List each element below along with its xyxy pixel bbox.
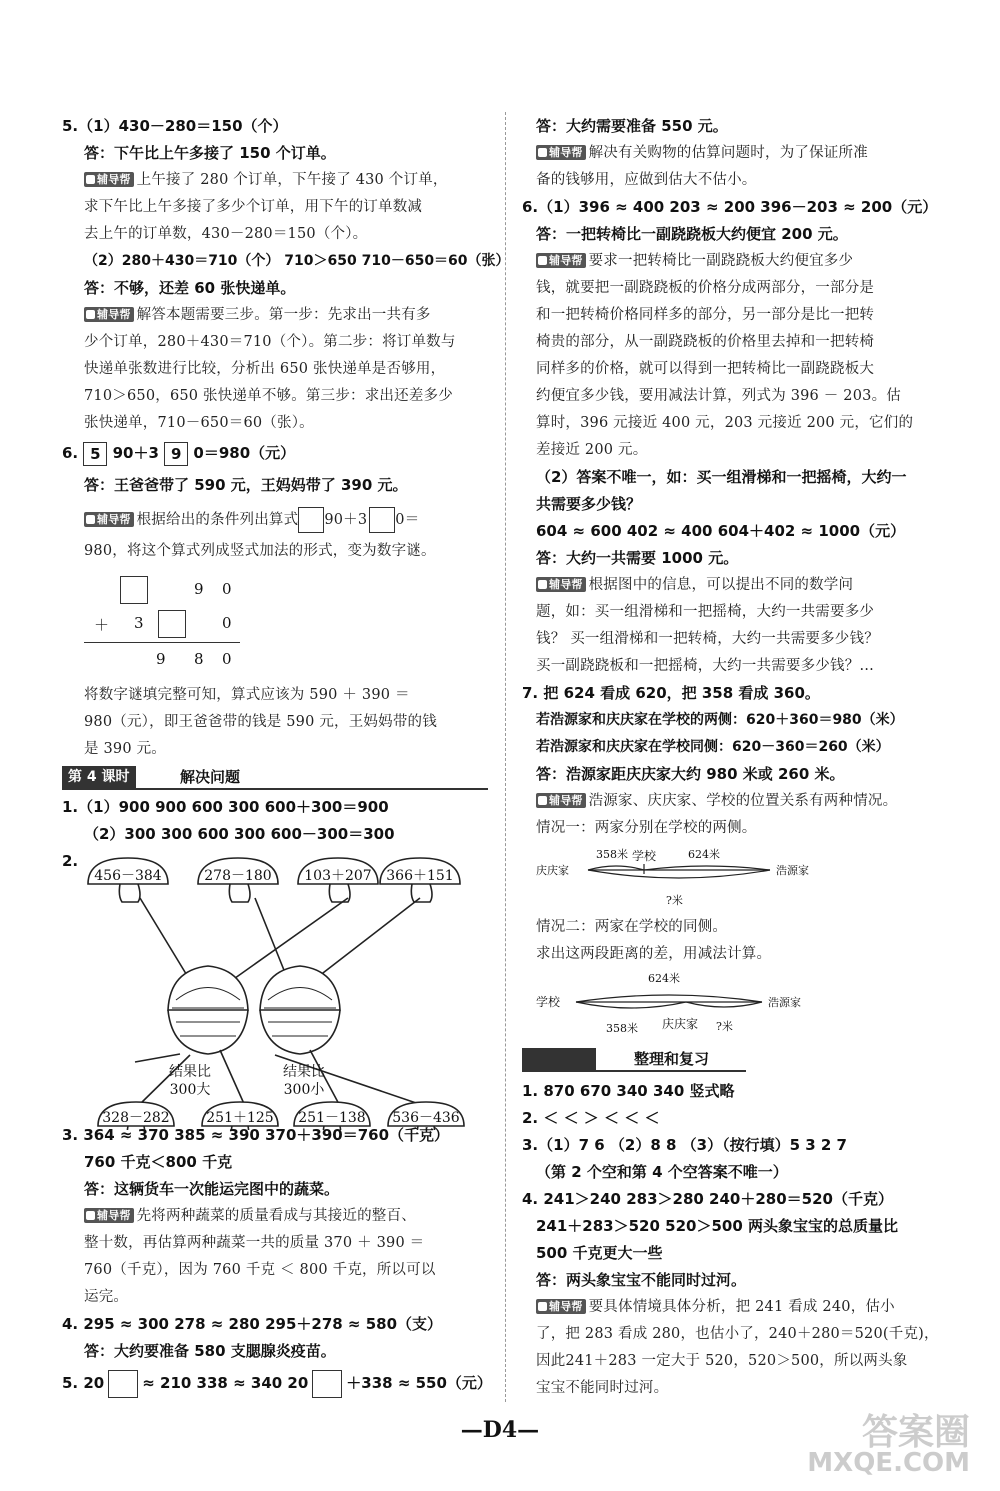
hint-tag: 辅导帮 xyxy=(536,1299,586,1314)
r6-hint4: 椅贵的部分，从一副跷跷板的价格里去掉和一把转椅 xyxy=(536,334,875,350)
r7-line2: 若浩源家和庆庆家在学校的两侧：620＋360＝980（米） xyxy=(536,712,904,728)
review-line5: 4. 241＞240 283＞280 240＋280＝520（千克） xyxy=(522,1190,893,1208)
q5-hint5: 少个订单，280＋430＝710（个）。第二步：将订单数与 xyxy=(84,334,456,350)
s4q5-line: 5. 20 ≈ 210 338 ≈ 340 20 ＋338 ≈ 550（元） xyxy=(62,1369,492,1398)
s4q4-line1: 4. 295 ≈ 300 278 ≈ 280 295＋278 ≈ 580（支） xyxy=(62,1315,443,1333)
hint-icon xyxy=(538,580,547,589)
q5-line2: （2）280＋430＝710（个） 710＞650 710－650＝60（张） xyxy=(84,253,510,269)
label-school: 学校 xyxy=(536,995,561,1009)
q5-answer1: 答：下午比上午多接了 150 个订单。 xyxy=(84,144,336,162)
r7-hint3: 情况二：两家在学校的同侧。 xyxy=(536,919,728,935)
hint-tag: 辅导帮 xyxy=(84,307,134,322)
r6-hint9: 辅导帮 根据图中的信息，可以提出不同的数学问 xyxy=(536,574,853,596)
s4q1-line1: 1.（1）900 900 600 300 600＋300＝900 xyxy=(62,798,389,816)
q6-hint5: 是 390 元。 xyxy=(84,741,166,757)
q6-hint4: 980（元），即王爸爸带的钱是 590 元，王妈妈带的钱 xyxy=(84,714,437,730)
digit-box: 5 xyxy=(83,442,107,466)
digit: 8 xyxy=(194,650,204,668)
review-line3: 3.（1）7 6 （2）8 8 （3）（按行填）5 3 2 7 xyxy=(522,1136,847,1154)
digit: 9 xyxy=(194,580,204,598)
r6-line3: （2）答案不唯一，如：买一组滑梯和一把摇椅，大约一 xyxy=(536,468,907,486)
q6-hint3: 将数字谜填完整可知，算式应该为 590 ＋ 390 ＝ xyxy=(84,687,410,703)
r5-hint2: 备的钱够用，应做到估大不估小。 xyxy=(536,172,757,188)
review-answer: 答：两头象宝宝不能同时过河。 xyxy=(536,1271,747,1289)
basket2-label-1: 结果比 xyxy=(283,1064,325,1080)
basket1-label-2: 300大 xyxy=(169,1082,211,1098)
q5-answer2: 答：不够，还差 60 张快递单。 xyxy=(84,279,296,297)
mushroom-top-3: 103＋207 xyxy=(304,868,372,884)
blank-box xyxy=(312,1370,342,1398)
distance-diagram-both-sides xyxy=(536,842,836,910)
hint-tag: 辅导帮 xyxy=(84,172,134,187)
digit: 0 xyxy=(222,614,232,632)
q5-line1: 5.（1）430－280＝150（个） xyxy=(62,117,288,135)
hint-icon xyxy=(86,175,95,184)
label-school: 学校 xyxy=(632,849,657,863)
review-line7: 500 千克更大一些 xyxy=(536,1244,663,1262)
section-header-review xyxy=(522,1048,746,1072)
s4q3-hint4: 运完。 xyxy=(84,1289,129,1305)
q5-hint6: 快递单张数进行比较，分析出 650 张快递单是否够用， xyxy=(84,361,446,377)
s4q1-line2: （2）300 300 600 300 600－300＝300 xyxy=(84,825,395,843)
blank-box xyxy=(120,576,148,604)
hint-tag: 辅导帮 xyxy=(84,1208,134,1223)
mushroom-top-4: 366＋151 xyxy=(386,868,454,884)
review-hint1: 辅导帮 要具体情境具体分析，把 241 看成 240，估小 xyxy=(536,1296,895,1318)
r6-line1: 6.（1）396 ≈ 400 203 ≈ 200 396－203 ≈ 200（元） xyxy=(522,198,938,216)
mushroom-matching-diagram xyxy=(80,850,490,1130)
column-divider xyxy=(505,112,506,1402)
r6-hint2: 钱，就要把一副跷跷板的价格分成两部分，一部分是 xyxy=(536,280,875,296)
r6-hint11: 钱？ 买一组滑梯和一把转椅，大约一共需要多少钱？ xyxy=(536,631,879,647)
label-haoyuan-home: 浩源家 xyxy=(776,864,809,877)
q5-hint3: 去上午的订单数，430－280＝150（个）。 xyxy=(84,226,368,242)
r7-hint1: 辅导帮 浩源家、庆庆家、学校的位置关系有两种情况。 xyxy=(536,790,897,812)
r6-hint8: 差接近 200 元。 xyxy=(536,442,648,458)
digit-box: 9 xyxy=(164,442,188,466)
label-qingqing-home: 庆庆家 xyxy=(536,864,569,877)
hint-icon xyxy=(538,256,547,265)
mushroom-top-2: 278－180 xyxy=(204,868,272,884)
hint-tag: 辅导帮 xyxy=(536,793,586,808)
section-label: 第 4 课时 xyxy=(62,766,136,788)
s4q3-line2: 760 千克＜800 千克 xyxy=(84,1153,233,1171)
r6-hint12: 买一副跷跷板和一把摇椅，大约一共需要多少钱？… xyxy=(536,658,875,674)
distance-diagram-same-side xyxy=(536,968,836,1038)
r6-hint5: 同样多的价格，就可以得到一把转椅比一副跷跷板大 xyxy=(536,361,875,377)
review-line6: 241＋283＞520 520＞500 两头象宝宝的总质量比 xyxy=(536,1217,899,1235)
q5-hint2: 求下午比上午多接了多少个订单，用下午的订单数减 xyxy=(84,199,423,215)
basket1-label-1: 结果比 xyxy=(169,1064,211,1080)
blank-box xyxy=(298,507,324,533)
mushroom-bottom-3: 251－138 xyxy=(298,1110,366,1126)
hint-icon xyxy=(86,1211,95,1220)
label-624m: 624米 xyxy=(648,972,680,985)
blank-box xyxy=(158,610,186,638)
mushroom-bottom-1: 328－282 xyxy=(102,1110,170,1126)
sum-line xyxy=(84,642,240,643)
section-label-block xyxy=(522,1048,596,1070)
review-hint2: 了，把 283 看成 280，也估小了，240＋280＝520(千克)， xyxy=(536,1326,939,1342)
r7-hint2: 情况一：两家分别在学校的两侧。 xyxy=(536,820,757,836)
q6-answer: 答：王爸爸带了 590 元，王妈妈带了 390 元。 xyxy=(84,476,408,494)
s4q2-number: 2. xyxy=(62,852,79,870)
q6-hint2: 980，将这个算式列成竖式加法的形式，变为数字谜。 xyxy=(84,543,436,559)
hint-tag: 辅导帮 xyxy=(536,145,586,160)
label-haoyuan-home: 浩源家 xyxy=(768,996,801,1009)
label-qingqing-home: 庆庆家 xyxy=(662,1017,699,1031)
review-hint4: 宝宝不能同时过河。 xyxy=(536,1380,669,1396)
mushroom-bottom-4: 536－436 xyxy=(392,1110,460,1126)
plus-sign: ＋ xyxy=(94,616,110,634)
s4q3-hint3: 760（千克），因为 760 千克 ＜ 800 千克，所以可以 xyxy=(84,1262,436,1278)
hint-icon xyxy=(538,1302,547,1311)
section-title: 整理和复习 xyxy=(634,1050,710,1068)
label-358m: 358米 xyxy=(596,848,628,861)
hint-icon xyxy=(86,310,95,319)
review-hint3: 因此241＋283 一定大于 520，520＞500，所以两头象 xyxy=(536,1353,908,1369)
label-358m: 358米 xyxy=(606,1022,638,1035)
hint-tag: 辅导帮 xyxy=(536,253,586,268)
s4q3-hint1: 辅导帮 先将两种蔬菜的质量看成与其接近的整百、 xyxy=(84,1205,416,1227)
hint-tag: 辅导帮 xyxy=(536,577,586,592)
digit: 0 xyxy=(222,580,232,598)
q5-hint8: 张快递单，710－650＝60（张）。 xyxy=(84,415,314,431)
r6-answer1: 答：一把转椅比一副跷跷板大约便宜 200 元。 xyxy=(536,225,848,243)
r6-line4: 共需要多少钱？ xyxy=(536,495,642,513)
q5-hint1: 辅导帮 上午接了 280 个订单，下午接了 430 个订单， xyxy=(84,169,448,191)
r6-hint10: 题，如：买一组滑梯和一把摇椅，大约一共需要多少 xyxy=(536,604,875,620)
hint-tag: 辅导帮 xyxy=(84,512,134,527)
watermark-url: MXQE.COM xyxy=(807,1448,970,1478)
hint-icon xyxy=(86,515,95,524)
hint-icon xyxy=(538,148,547,157)
r6-answer2: 答：大约一共需要 1000 元。 xyxy=(536,549,739,567)
r6-hint7: 算时，396 元接近 400 元，203 元接近 200 元，它们的 xyxy=(536,415,914,431)
r5-answer: 答：大约需要准备 550 元。 xyxy=(536,117,728,135)
r5-hint1: 辅导帮 解决有关购物的估算问题时，为了保证所准 xyxy=(536,142,868,164)
r7-hint4: 求出这两段距离的差，用减法计算。 xyxy=(536,946,772,962)
review-line4: （第 2 个空和第 4 个空答案不唯一） xyxy=(536,1163,788,1181)
q5-hint4: 辅导帮 解答本题需要三步。第一步：先求出一共有多 xyxy=(84,304,431,326)
basket2-label-2: 300小 xyxy=(283,1082,325,1098)
mushroom-top-1: 456－384 xyxy=(94,868,162,884)
r6-hint1: 辅导帮 要求一把转椅比一副跷跷板大约便宜多少 xyxy=(536,250,853,272)
label-624m: 624米 xyxy=(688,848,720,861)
section-header-lesson4 xyxy=(62,766,488,790)
page-number: —D4— xyxy=(460,1417,540,1443)
q6-hint1: 辅导帮 根据给出的条件列出算式 90＋3 0＝ xyxy=(84,507,419,533)
section-title: 解决问题 xyxy=(180,768,241,786)
s4q4-answer: 答：大约要准备 580 支腮腺炎疫苗。 xyxy=(84,1342,336,1360)
digit: 0 xyxy=(222,650,232,668)
blank-box xyxy=(369,507,395,533)
hint-icon xyxy=(538,796,547,805)
vertical-addition xyxy=(82,572,232,672)
r6-line5: 604 ≈ 600 402 ≈ 400 604＋402 ≈ 1000（元） xyxy=(536,522,906,540)
s4q3-hint2: 整十数，再估算两种蔬菜一共的质量 370 ＋ 390 ＝ xyxy=(84,1235,425,1251)
r6-hint3: 和一把转椅价格同样多的部分，另一部分是比一把转 xyxy=(536,307,875,323)
label-unknown-m: ?米 xyxy=(666,894,683,907)
label-unknown-m: ?米 xyxy=(716,1020,733,1033)
r7-line1: 7. 把 624 看成 620，把 358 看成 360。 xyxy=(522,684,820,702)
review-line1: 1. 870 670 340 340 竖式略 xyxy=(522,1082,735,1100)
q6-equation: 6. 5 90＋3 9 0＝980（元） xyxy=(62,440,295,466)
mushroom-bottom-2: 251＋125 xyxy=(206,1110,274,1126)
s4q3-answer: 答：这辆货车一次能运完图中的蔬菜。 xyxy=(84,1180,340,1198)
digit: 9 xyxy=(156,650,166,668)
q5-hint7: 710＞650，650 张快递单不够。第三步：求出还差多少 xyxy=(84,388,453,404)
s4q3-line1: 3. 364 ≈ 370 385 ≈ 390 370＋390＝760（千克） xyxy=(62,1126,450,1144)
r6-hint6: 约便宜多少钱，要用减法计算，列式为 396 － 203。估 xyxy=(536,388,901,404)
review-line2: 2. ＜ ＜ ＞ ＜ ＜ ＜ xyxy=(522,1109,660,1127)
digit: 3 xyxy=(134,614,144,632)
blank-box xyxy=(108,1370,138,1398)
r7-answer: 答：浩源家距庆庆家大约 980 米或 260 米。 xyxy=(536,765,845,783)
watermark-logo: 答案圈 xyxy=(861,1412,970,1453)
r7-line3: 若浩源家和庆庆家在学校同侧：620－360＝260（米） xyxy=(536,739,890,755)
